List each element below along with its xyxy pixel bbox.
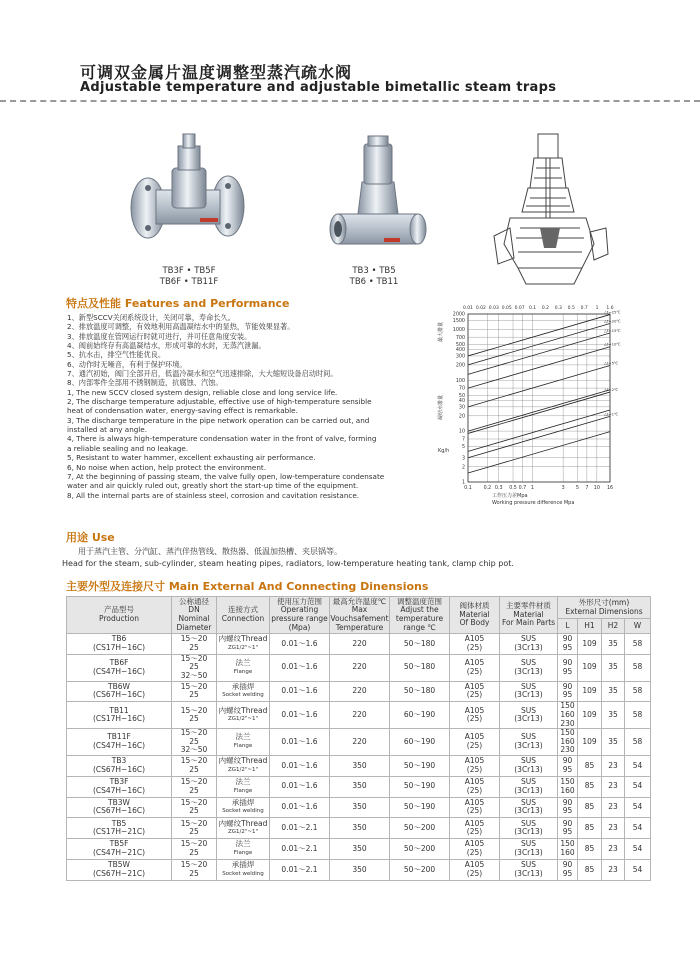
chart-curve-label: △t=5℃ — [604, 360, 619, 366]
cell-W: 58 — [625, 681, 651, 702]
cell-H1: 85 — [578, 818, 602, 839]
cell-pressure: 0.01～1.6 — [270, 681, 330, 702]
cell-H2: 35 — [602, 654, 625, 681]
table-row — [67, 818, 651, 839]
cell-pressure: 0.01～1.6 — [270, 797, 330, 818]
cell-connection: 承插焊 Socket welding — [217, 859, 270, 880]
cell-model: TB3W (CS67H−16C) — [67, 797, 172, 818]
cell-W: 58 — [625, 634, 651, 655]
cell-adjust-temp: 50～180 — [390, 654, 450, 681]
cell-adjust-temp: 50～180 — [390, 681, 450, 702]
table-row — [67, 681, 651, 702]
page-title-cn: 可调双金属片温度调整型蒸汽疏水阀 — [80, 63, 353, 82]
dashed-divider — [0, 100, 700, 102]
cell-dn: 15～20 25 — [172, 755, 217, 776]
cell-body-material: A105 (25) — [450, 729, 500, 756]
cell-pressure: 0.01～1.6 — [270, 776, 330, 797]
chart-y-tick: 1500 — [452, 318, 465, 324]
feature-item: 7、通汽初始，阀门全部开启，低温冷凝水和空气迅速排除，大大缩短设备启动时间。 — [67, 369, 338, 379]
chart-curve-label: △t=25℃ — [604, 309, 621, 315]
cell-max-temp: 220 — [330, 681, 390, 702]
chart-curve — [468, 390, 610, 431]
cell-adjust-temp: 60～190 — [390, 729, 450, 756]
cell-connection: 内螺纹Thread ZG1/2"~1" — [217, 702, 270, 729]
cell-pressure: 0.01～2.1 — [270, 818, 330, 839]
table-row — [67, 654, 651, 681]
feature-item: 7, At the beginning of passing steam, the valve fully open, low-temperature condensate — [67, 471, 385, 481]
cell-parts-material: SUS (3Cr13) — [500, 681, 558, 702]
cell-connection: 内螺纹Thread ZG1/2"~1" — [217, 818, 270, 839]
col-header-model: 产品型号 Production — [67, 597, 172, 634]
chart-y-tick: 70 — [458, 386, 465, 392]
cell-H2: 23 — [602, 776, 625, 797]
chart-y-label-top: 最大排量 — [438, 321, 444, 342]
cell-H1: 109 — [578, 681, 602, 702]
table-heading: 主要外型及连接尺寸 Main External And Connecting Dinensions — [66, 580, 429, 593]
col-header-W: W — [625, 619, 651, 634]
chart-curve — [468, 392, 610, 433]
cell-body-material: A105 (25) — [450, 681, 500, 702]
cell-H2: 35 — [602, 702, 625, 729]
cell-dn: 15～20 25 — [172, 681, 217, 702]
cell-body-material: A105 (25) — [450, 818, 500, 839]
cell-max-temp: 220 — [330, 729, 390, 756]
col-header-max-temp: 最高允许温度℃ Max Vouchsafement Temperature — [330, 596, 389, 632]
cell-W: 54 — [625, 859, 651, 880]
cell-parts-material: SUS (3Cr13) — [500, 729, 558, 756]
table-row — [67, 634, 651, 655]
cell-parts-material: SUS (3Cr13) — [500, 859, 558, 880]
chart-y-tick: 3 — [461, 456, 465, 462]
table-row — [67, 729, 651, 756]
cell-H2: 23 — [602, 797, 625, 818]
cell-H2: 35 — [602, 729, 625, 756]
table-row — [67, 755, 651, 776]
cutaway-drawing — [490, 128, 610, 290]
cell-connection: 法兰 Flange — [217, 654, 270, 681]
chart-x-tick: 10 — [593, 486, 600, 491]
cell-pressure: 0.01～1.6 — [270, 729, 330, 756]
cell-L: 90 95 — [558, 755, 578, 776]
col-header-L: L — [558, 619, 578, 634]
chart-x-top-tick: 0.05 — [501, 306, 512, 311]
cell-body-material: A105 (25) — [450, 839, 500, 860]
feature-item: 3, The discharge temperature in the pipe network operation can be carried out, and — [67, 415, 370, 425]
cell-model: TB3 (CS67H−16C) — [67, 755, 172, 776]
feature-item: installed at any angle. — [67, 425, 148, 435]
chart-x-top-tick: 0.7 — [580, 306, 588, 311]
cell-dn: 15～20 25 — [172, 859, 217, 880]
cell-W: 54 — [625, 818, 651, 839]
cell-body-material: A105 (25) — [450, 634, 500, 655]
cell-pressure: 0.01～1.6 — [270, 702, 330, 729]
cell-parts-material: SUS (3Cr13) — [500, 702, 558, 729]
cell-body-material: A105 (25) — [450, 654, 500, 681]
col-header-body-material: 阀体材质 Material Of Body — [450, 597, 500, 634]
chart-curve-label: △t=1℃ — [604, 411, 619, 417]
chart-x-tick: 0.2 — [483, 486, 492, 491]
chart-x-tick: 0.3 — [494, 486, 503, 491]
cell-connection: 法兰 Flange — [217, 776, 270, 797]
cell-max-temp: 220 — [330, 702, 390, 729]
chart-y-tick: 50 — [458, 394, 465, 400]
col-header-dimensions: 外形尺寸(mm) External Dimensions — [558, 597, 651, 619]
chart-curve-label: △t=2℃ — [604, 387, 619, 393]
table-row — [67, 776, 651, 797]
chart-x-top-tick: 0.01 — [462, 306, 474, 311]
chart-y-tick: 20 — [458, 414, 465, 420]
feature-item: 8, All the internal parts are of stainless steel, corrosion and cavitation resistance. — [67, 490, 360, 500]
cell-W: 58 — [625, 702, 651, 729]
cell-parts-material: SUS (3Cr13) — [500, 776, 558, 797]
chart-curve — [468, 324, 610, 365]
chart-x-top-tick: 0.3 — [554, 306, 562, 311]
cell-model: TB5 (CS17H−21C) — [67, 818, 172, 839]
chart-y-tick: 10 — [458, 429, 465, 435]
page-title-en: Adjustable temperature and adjustable bimetallic steam traps — [80, 80, 557, 95]
cell-connection: 法兰 Flange — [217, 729, 270, 756]
cell-model: TB3F (CS47H−16C) — [67, 776, 172, 797]
feature-item: 4、阀前始终存有高温凝结水，形成可靠的水封，无蒸汽泄漏。 — [67, 341, 266, 351]
cell-adjust-temp: 50～190 — [390, 755, 450, 776]
chart-y-label-mid: 凝结水排量 — [438, 394, 444, 420]
chart-x-top-tick: 1 — [595, 306, 599, 311]
chart-curve — [468, 333, 610, 374]
cell-L: 150 160 230 — [558, 729, 578, 756]
chart-x-top-tick: 1.6 — [606, 306, 614, 311]
cell-parts-material: SUS (3Cr13) — [500, 839, 558, 860]
cell-W: 58 — [625, 729, 651, 756]
cell-model: TB6F (CS47H−16C) — [67, 654, 172, 681]
cell-W: 54 — [625, 755, 651, 776]
cell-adjust-temp: 60～190 — [390, 702, 450, 729]
cell-adjust-temp: 50～190 — [390, 776, 450, 797]
col-header-adjust-temp: 调整温度范围 Adjust the temperature range ℃ — [390, 597, 450, 634]
capacity-chart — [428, 300, 621, 512]
chart-curve-label: △t=15℃ — [604, 328, 621, 334]
chart-x-tick: 16 — [606, 486, 614, 491]
cell-parts-material: SUS (3Cr13) — [500, 634, 558, 655]
chart-y-tick: 5 — [461, 445, 465, 451]
cell-W: 54 — [625, 776, 651, 797]
feature-item: 3、排放温度在管网运行时就可进行，并可任意角度安装。 — [67, 331, 252, 341]
feature-item: 5、抗水击，排空气性能优良。 — [67, 350, 166, 360]
cell-dn: 15～20 25 — [172, 634, 217, 655]
cell-dn: 15～20 25 32～50 — [172, 654, 217, 681]
cell-model: TB11 (CS17H−16C) — [67, 702, 172, 729]
table-row — [67, 797, 651, 818]
chart-x-top-tick: 0.2 — [541, 306, 550, 311]
cell-L: 150 160 230 — [558, 702, 578, 729]
cell-H1: 109 — [578, 729, 602, 756]
cell-W: 54 — [625, 839, 651, 860]
feature-item: 8、内部零件全部用不锈钢制造，抗腐蚀、汽蚀。 — [67, 378, 223, 388]
cell-max-temp: 350 — [330, 839, 390, 860]
cell-body-material: A105 (25) — [450, 797, 500, 818]
feature-item: 4, There is always high-temperature condensation water in the front of valve, forming — [67, 434, 377, 444]
cell-H2: 23 — [602, 839, 625, 860]
cell-L: 90 95 — [558, 818, 578, 839]
col-header-H1: H1 — [578, 619, 602, 634]
cell-connection: 承插焊 Socket welding — [217, 797, 270, 818]
chart-x-top-tick: 0.07 — [514, 306, 525, 311]
chart-x-tick: 5 — [575, 486, 579, 491]
cell-max-temp: 350 — [330, 818, 390, 839]
table-row — [67, 702, 651, 729]
chart-y-tick: 200 — [455, 363, 465, 369]
cell-L: 90 95 — [558, 797, 578, 818]
cell-H1: 109 — [578, 654, 602, 681]
cell-adjust-temp: 50～180 — [390, 634, 450, 655]
cell-L: 90 95 — [558, 859, 578, 880]
cell-max-temp: 350 — [330, 859, 390, 880]
cell-model: TB5F (CS47H−21C) — [67, 839, 172, 860]
chart-y-unit: Kg/h — [438, 448, 450, 454]
feature-item: 2, The discharge temperature adjustable, effective use of high-temperature sensible — [67, 397, 372, 407]
cell-H2: 23 — [602, 818, 625, 839]
cell-L: 90 95 — [558, 681, 578, 702]
cell-H1: 109 — [578, 702, 602, 729]
chart-y-tick: 2000 — [452, 312, 465, 318]
cell-H2: 23 — [602, 755, 625, 776]
cell-pressure: 0.01～2.1 — [270, 839, 330, 860]
cell-body-material: A105 (25) — [450, 755, 500, 776]
chart-x-top-tick: 0.03 — [488, 306, 499, 311]
col-header-parts-material: 主要零件材质 Material For Main Parts — [500, 597, 558, 634]
cell-connection: 承插焊 Socket welding — [217, 681, 270, 702]
feature-item: 1, The new SCCV closed system design, reliable close and long service life. — [67, 387, 338, 397]
chart-x-top-tick: 0.5 — [567, 306, 575, 311]
chart-x-top-tick: 0.1 — [528, 306, 537, 311]
cell-body-material: A105 (25) — [450, 859, 500, 880]
feature-item: 2、排放温度可调整，有效地利用高温凝结水中的显热，节能效果显著。 — [67, 322, 295, 332]
cell-dn: 15～20 25 — [172, 839, 217, 860]
cell-max-temp: 350 — [330, 776, 390, 797]
chart-curve-label: △t=10℃ — [604, 341, 621, 347]
cell-max-temp: 220 — [330, 634, 390, 655]
chart-y-tick: 300 — [455, 354, 465, 360]
chart-y-tick: 1000 — [452, 327, 465, 333]
threaded-trap-image — [328, 130, 428, 260]
cell-adjust-temp: 50～200 — [390, 859, 450, 880]
cell-pressure: 0.01～2.1 — [270, 859, 330, 880]
cell-adjust-temp: 50～200 — [390, 839, 450, 860]
cell-pressure: 0.01～1.6 — [270, 654, 330, 681]
chart-x-label-en: Working pressure difference Mpa — [492, 500, 575, 506]
chart-y-tick: 7 — [461, 437, 465, 443]
feature-item: 6、动作时无噪音，有利于保护环境。 — [67, 359, 187, 369]
chart-curve — [468, 347, 610, 388]
features-heading: 特点及性能 Features and Performance — [66, 297, 290, 310]
chart-curve-label: △t=20℃ — [604, 318, 621, 324]
product-caption-threaded: TB3 • TB5 TB6 • TB11 — [349, 266, 399, 287]
chart-x-tick: 3 — [561, 486, 565, 491]
chart-y-tick: 700 — [455, 335, 465, 341]
feature-item: heat of condensation water, energy-saving effect is remarkable. — [67, 406, 298, 416]
cell-H2: 35 — [602, 681, 625, 702]
cell-dn: 15～20 25 — [172, 702, 217, 729]
chart-y-tick: 400 — [455, 348, 465, 354]
cell-H1: 85 — [578, 755, 602, 776]
cell-L: 90 95 — [558, 654, 578, 681]
chart-y-tick: 500 — [455, 343, 465, 349]
use-heading: 用途 Use — [66, 531, 115, 544]
chart-y-tick: 2 — [461, 465, 465, 471]
cell-pressure: 0.01～1.6 — [270, 755, 330, 776]
cell-H1: 85 — [578, 859, 602, 880]
cell-model: TB5W (CS67H−21C) — [67, 859, 172, 880]
table-row — [67, 839, 651, 860]
cell-connection: 内螺纹Thread ZG1/2"~1" — [217, 634, 270, 655]
cell-adjust-temp: 50～200 — [390, 818, 450, 839]
flanged-trap-image — [128, 128, 248, 263]
cell-parts-material: SUS (3Cr13) — [500, 654, 558, 681]
col-header-dn: 公称通径 DN Nominal Diameter — [172, 597, 217, 634]
col-header-pressure: 使用压力范围 Operating pressure range (Mpa) — [271, 596, 328, 632]
chart-curve — [468, 416, 610, 457]
feature-item: a reliable sealing and no leakage. — [67, 443, 189, 453]
cell-dn: 15～20 25 32～50 — [172, 729, 217, 756]
cell-H1: 85 — [578, 776, 602, 797]
chart-x-label-cn: 工作压力差Mpa — [492, 493, 528, 499]
product-caption-flanged: TB3F • TB5F TB6F • TB11F — [159, 266, 219, 287]
cell-model: TB11F (CS47H−16C) — [67, 729, 172, 756]
cell-L: 150 160 — [558, 776, 578, 797]
cell-connection: 内螺纹Thread ZG1/2"~1" — [217, 755, 270, 776]
cell-H1: 85 — [578, 797, 602, 818]
cell-body-material: A105 (25) — [450, 702, 500, 729]
chart-x-tick: 0.7 — [518, 486, 527, 491]
cell-model: TB6 (CS17H−16C) — [67, 634, 172, 655]
chart-x-tick: 0.1 — [464, 486, 472, 491]
chart-curve — [468, 410, 610, 451]
use-text-cn: 用于蒸汽主管、分汽缸、蒸汽伴热管线、散热器、低温加热槽、夹层锅等。 — [78, 547, 342, 556]
dimensions-table — [66, 596, 651, 881]
cell-L: 150 160 — [558, 839, 578, 860]
cell-max-temp: 350 — [330, 755, 390, 776]
cell-pressure: 0.01～1.6 — [270, 634, 330, 655]
cell-H2: 35 — [602, 634, 625, 655]
cell-adjust-temp: 50～190 — [390, 797, 450, 818]
cell-max-temp: 350 — [330, 797, 390, 818]
cell-parts-material: SUS (3Cr13) — [500, 755, 558, 776]
chart-y-tick: 30 — [458, 405, 465, 411]
col-header-connection: 连接方式 Connection — [217, 597, 270, 634]
chart-y-tick: 1 — [461, 480, 465, 486]
feature-item: 1、新型SCCV关闭系统设计，关闭可靠，寿命长久。 — [67, 313, 235, 322]
feature-item: 5, Resistant to water hammer, excellent exhausting air performance. — [67, 453, 316, 463]
cell-H1: 85 — [578, 839, 602, 860]
cell-H2: 23 — [602, 859, 625, 880]
cell-model: TB6W (CS67H−16C) — [67, 681, 172, 702]
chart-x-tick: 7 — [585, 486, 589, 491]
cell-connection: 法兰 Flange — [217, 839, 270, 860]
cell-body-material: A105 (25) — [450, 776, 500, 797]
use-text-en: Head for the steam, sub-cylinder, steam heating pipes, radiators, low-temperature heating tank, clamp chip pot. — [62, 559, 514, 568]
cell-parts-material: SUS (3Cr13) — [500, 818, 558, 839]
feature-item: water and air quickly ruled out, greatly short the start-up time of the equipment. — [67, 481, 359, 491]
cell-max-temp: 220 — [330, 654, 390, 681]
chart-y-tick: 100 — [455, 378, 465, 384]
cell-dn: 15～20 25 — [172, 776, 217, 797]
cell-parts-material: SUS (3Cr13) — [500, 797, 558, 818]
chart-x-tick: 1 — [530, 486, 534, 491]
chart-x-tick: 0.5 — [509, 486, 517, 491]
chart-y-tick: 40 — [458, 399, 465, 405]
cell-W: 54 — [625, 797, 651, 818]
table-row — [67, 859, 651, 880]
cell-dn: 15～20 25 — [172, 818, 217, 839]
feature-item: 6, No noise when action, help protect the environment. — [67, 462, 267, 472]
features-list — [67, 313, 407, 500]
cell-dn: 15～20 25 — [172, 797, 217, 818]
col-header-H2: H2 — [602, 619, 625, 634]
cell-L: 90 95 — [558, 634, 578, 655]
cell-H1: 109 — [578, 634, 602, 655]
cell-W: 58 — [625, 654, 651, 681]
chart-x-top-tick: 0.02 — [475, 306, 486, 311]
